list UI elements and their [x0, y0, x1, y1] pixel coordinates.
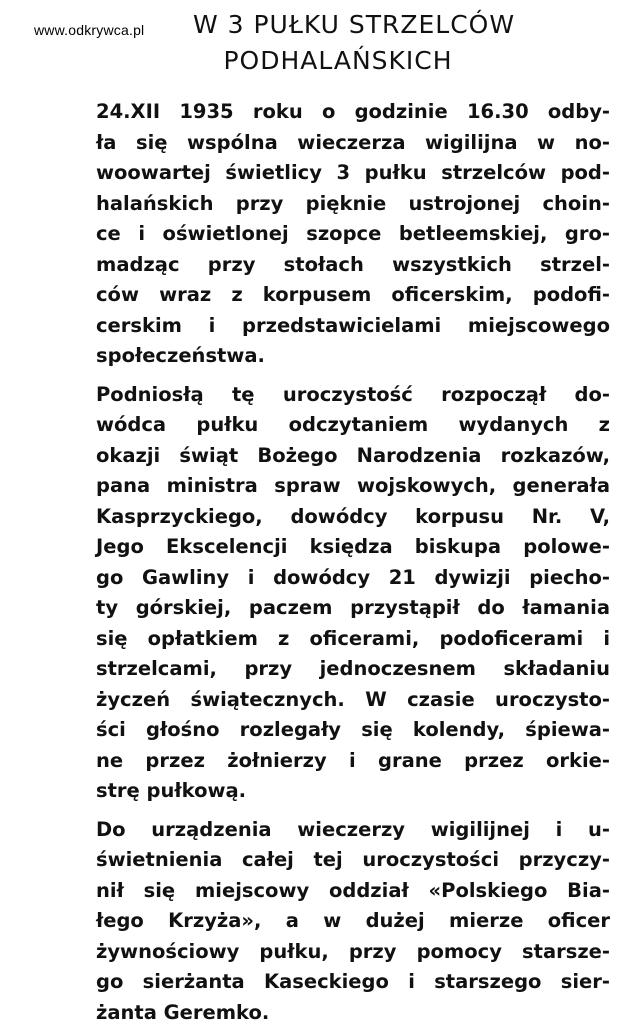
text-line: 24.XII 1935 roku o godzinie 16.30 odby- [96, 97, 610, 128]
article-title-line-1: W 3 PUŁKU STRZELCÓW [34, 10, 640, 39]
text-line: go Gawliny i dowódcy 21 dywizji piecho- [96, 563, 610, 594]
text-line: Do urządzenia wieczerzy wigilijnej i u- [96, 815, 610, 846]
text-line: cerskim i przedstawicielami miejscowego [96, 311, 610, 342]
text-line: okazji świąt Bożego Narodzenia rozkazów, [96, 441, 610, 472]
article-title-line-2: PODHALAŃSKICH [18, 46, 640, 75]
text-line: łego Krzyża», a w dużej mierze oficer [96, 906, 610, 937]
text-line: świetnienia całej tej uroczystości przyczy- [96, 845, 610, 876]
text-line: społeczeństwa. [96, 341, 610, 372]
text-line: Podniosłą tę uroczystość rozpoczął do- [96, 380, 610, 411]
text-line: woowartej świetlicy 3 pułku strzelców pod- [96, 158, 610, 189]
text-line: ty górskiej, paczem przystąpił do łamania [96, 593, 610, 624]
text-line: strę pułkową. [96, 776, 610, 807]
text-line: ców wraz z korpusem oficerskim, podofi- [96, 280, 610, 311]
text-line: strzelcami, przy jednoczesnem składaniu [96, 654, 610, 685]
text-line: go sierżanta Kaseckiego i starszego sier- [96, 967, 610, 998]
text-line: żywnościowy pułku, przy pomocy starsze- [96, 937, 610, 968]
text-line: Kasprzyckiego, dowódcy korpusu Nr. V, [96, 502, 610, 533]
article-body [96, 97, 610, 1028]
text-line: się opłatkiem z oficerami, podoficerami i [96, 624, 610, 655]
text-line: ła się wspólna wieczerza wigilijna w no- [96, 128, 610, 159]
text-line: madząc przy stołach wszystkich strzel- [96, 250, 610, 281]
paragraph-1 [96, 97, 610, 372]
text-line: ści głośno rozlegały się kolendy, śpiewa- [96, 715, 610, 746]
paragraph-3 [96, 815, 610, 1028]
text-line: ne przez żołnierzy i grane przez orkie- [96, 746, 610, 777]
text-line: ce i oświetlonej szopce betleemskiej, gro- [96, 219, 610, 250]
paragraph-2 [96, 380, 610, 807]
text-line: życzeń świątecznych. W czasie uroczysto- [96, 685, 610, 716]
text-line: Jego Ekscelencji księdza biskupa polowe- [96, 532, 610, 563]
text-line: pana ministra spraw wojskowych, generała [96, 471, 610, 502]
text-line: halańskich przy pięknie ustrojonej choin- [96, 189, 610, 220]
text-line: wódca pułku odczytaniem wydanych z [96, 410, 610, 441]
text-line: nił się miejscowy oddział «Polskiego Bia- [96, 876, 610, 907]
watermark-text: www.odkrywca.pl [34, 22, 144, 38]
text-line: żanta Geremko. [96, 998, 610, 1028]
